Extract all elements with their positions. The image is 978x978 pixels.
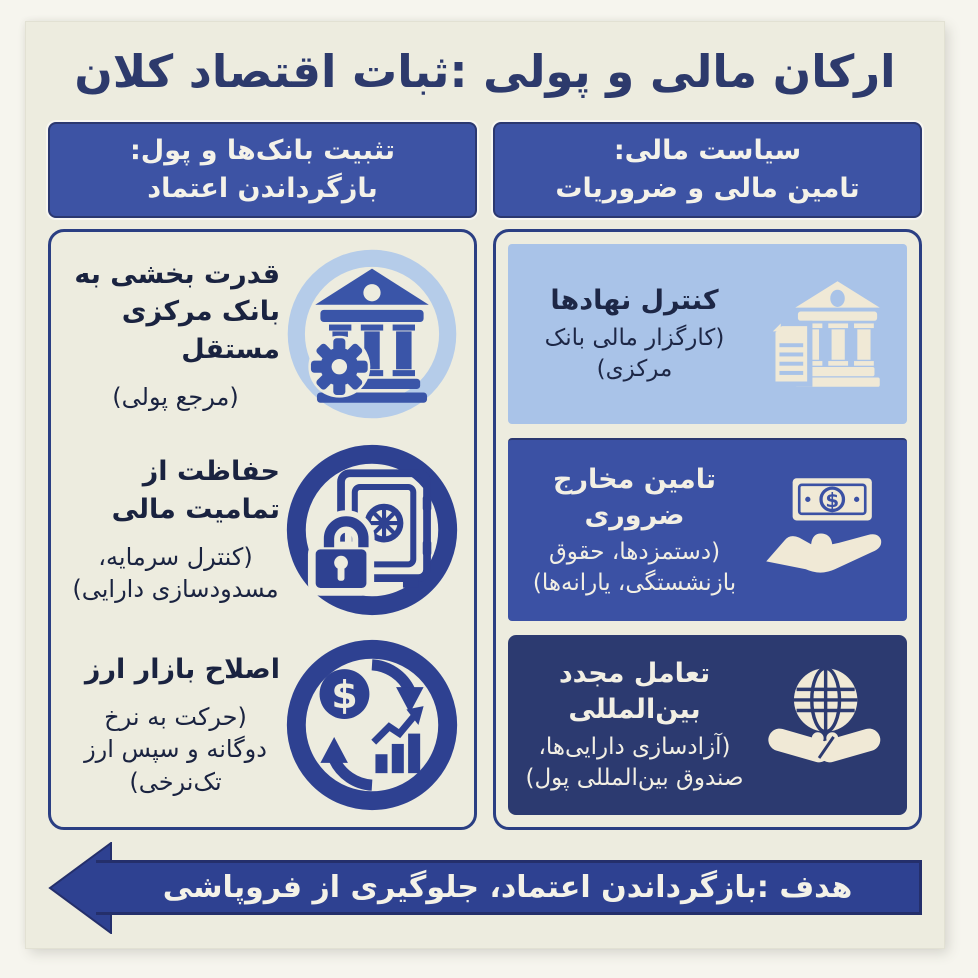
item-subtitle: (حرکت به نرخ دوگانه و سپس ارز تک‌نرخی) <box>84 703 267 796</box>
goal-text: هدف :بازگرداندن اعتماد، جلوگیری از فروپاشی <box>162 870 853 906</box>
item-title: حفاظت از تمامیت مالی <box>111 456 280 526</box>
essential-spending-card <box>508 438 907 620</box>
currency-exchange-icon <box>284 637 460 813</box>
svg-text:$: $ <box>825 488 840 512</box>
fiscal-column-header <box>493 122 922 218</box>
monetary-header-line2: بازگرداندن اعتماد <box>147 173 378 205</box>
item-subtitle: (مرجع پولی) <box>112 382 239 411</box>
currency-market-reform-item <box>63 634 462 815</box>
page-title: ارکان مالی و پولی :ثبات اقتصاد کلان <box>74 45 896 98</box>
monetary-column-header <box>48 122 477 218</box>
poster-card <box>26 22 944 948</box>
financial-integrity-text <box>65 453 280 605</box>
international-reengagement-card <box>508 635 907 815</box>
item-title: اصلاح بازار ارز <box>84 654 280 686</box>
globe-handshake-icon <box>753 659 893 791</box>
card-subtitle: (دستمزدها، حقوق بازنشستگی، یارانه‌ها) <box>532 539 737 597</box>
central-bank-empowerment-item <box>63 244 462 425</box>
international-reengagement-text <box>522 656 747 794</box>
central-bank-gear-icon <box>284 246 460 422</box>
vault-lock-icon <box>284 442 460 618</box>
fiscal-header-line2: تامین مالی و ضروریات <box>555 173 860 205</box>
fiscal-column-body <box>493 229 922 830</box>
card-title: تعامل مجدد بین‌المللی <box>558 658 711 726</box>
fiscal-header-line1: سیاست مالی: <box>613 135 802 167</box>
goal-arrow-banner <box>48 842 922 934</box>
item-title: قدرت بخشی به بانک مرکزی مستقل <box>74 258 280 366</box>
central-bank-empowerment-text <box>65 256 280 414</box>
financial-integrity-item <box>63 439 462 620</box>
card-subtitle: (کارگزار مالی بانک مرکزی) <box>544 324 725 382</box>
goal-bar <box>96 860 922 915</box>
card-title: کنترل نهادها <box>550 285 719 317</box>
card-title: تامین مخارج ضروری <box>552 463 717 531</box>
columns-container <box>48 122 922 830</box>
institution-control-text <box>522 283 747 385</box>
institution-control-card <box>508 244 907 424</box>
monetary-stabilization-column <box>48 122 477 830</box>
card-subtitle: (آزادسازی دارایی‌ها، صندوق بین‌المللی پول) <box>525 733 744 791</box>
currency-market-reform-text <box>65 651 280 798</box>
fiscal-policy-column <box>493 122 922 830</box>
monetary-header-line1: تثبیت بانک‌ها و پول: <box>130 135 395 167</box>
item-subtitle: (کنترل سرمایه، مسدودسازی دارایی) <box>72 542 279 604</box>
bank-document-icon <box>753 268 893 400</box>
money-hand-icon <box>753 465 893 597</box>
essential-spending-text <box>522 462 747 600</box>
monetary-column-body <box>48 229 477 830</box>
svg-text:$: $ <box>331 672 358 717</box>
